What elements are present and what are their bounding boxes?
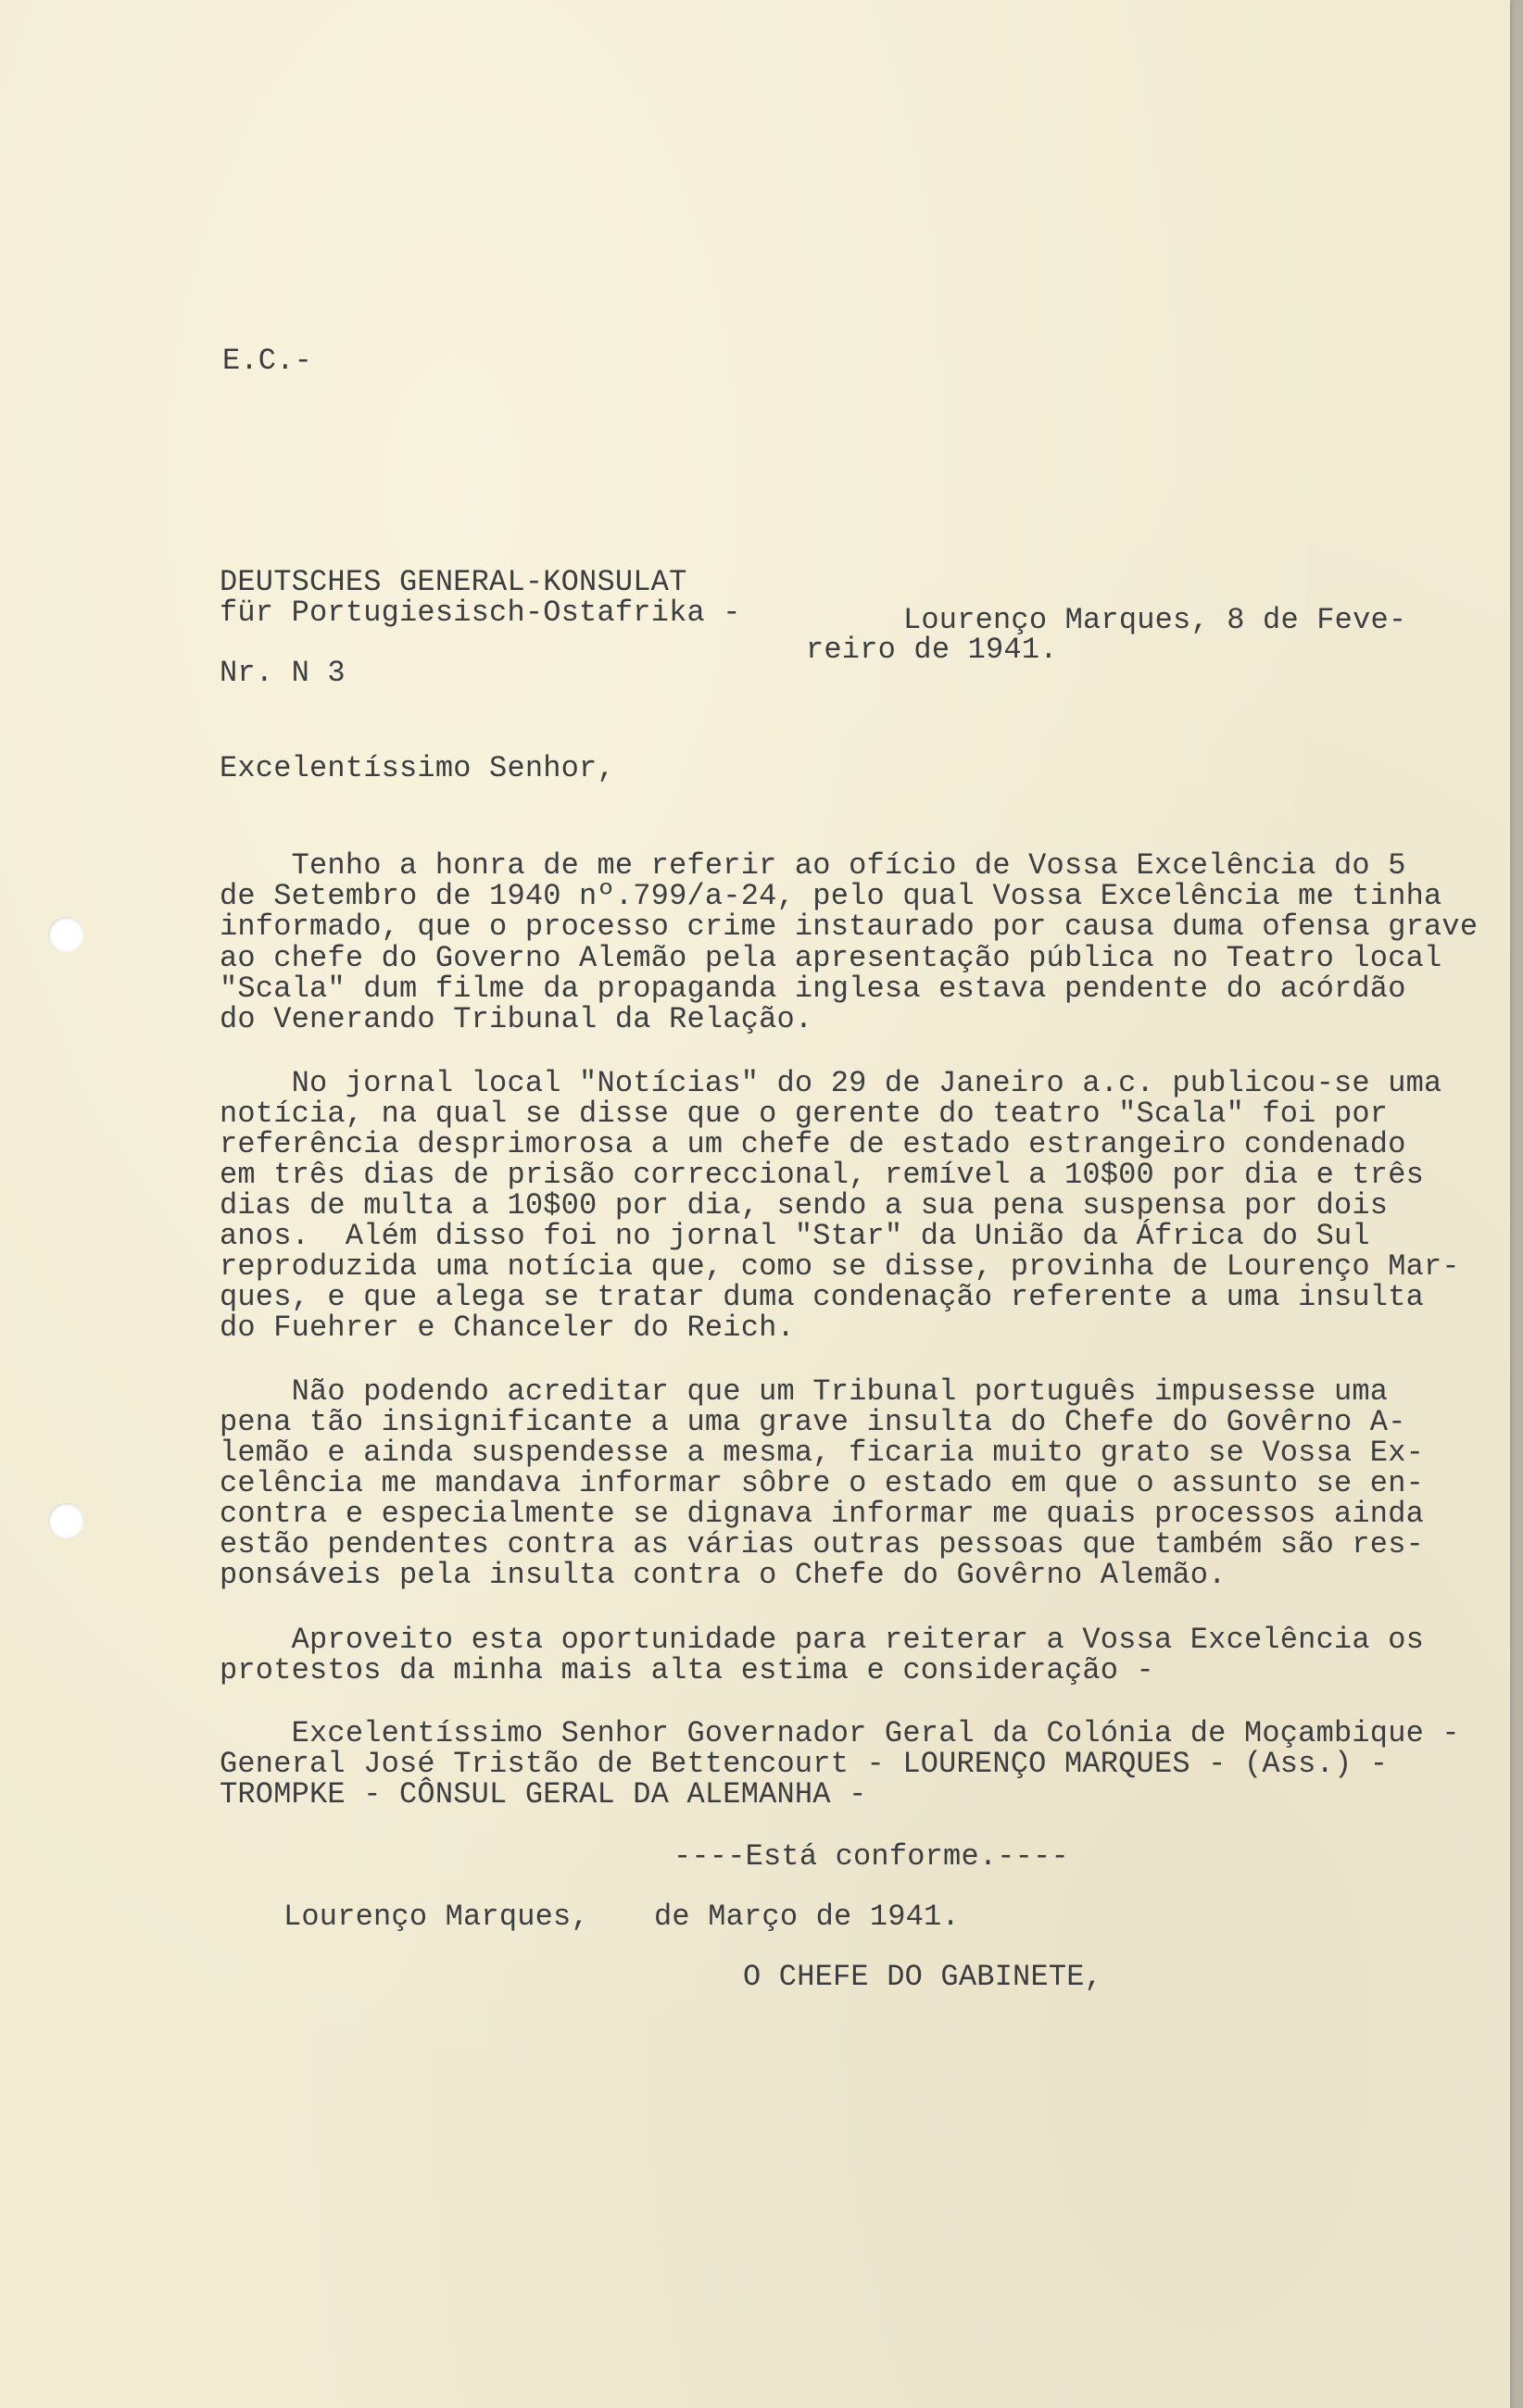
paragraph-line: Tenho a honra de me referir ao ofício de Vossa Excelência do 5	[220, 848, 1406, 883]
paragraph-line: celência me mandava informar sôbre o estado em que o assunto se en-	[220, 1466, 1425, 1500]
paragraph-line: ponsáveis pela insulta contra o Chefe do Govêrno Alemão.	[220, 1558, 1227, 1592]
date-line-1: Lourenço Marques, 8 de Feve-	[903, 603, 1407, 637]
paragraph-line: pena tão insignificante a uma grave insulta do Chefe do Govêrno A-	[220, 1405, 1406, 1439]
paragraph-line: de Setembro de 1940 nº.799/a-24, pelo qual Vossa Excelência me tinha	[220, 879, 1442, 913]
paragraph-line: dias de multa a 10$00 por dia, sendo a sua pena suspensa por dois	[220, 1188, 1389, 1223]
sender-name: DEUTSCHES GENERAL-KONSULAT	[220, 565, 687, 599]
paragraph-line: Aproveito esta oportunidade para reiterar a Vossa Excelência os	[220, 1623, 1425, 1657]
punch-hole-bottom	[48, 1503, 83, 1538]
paragraph-line: "Scala" dum filme da propaganda inglesa estava pendente do acórdão	[220, 972, 1406, 1006]
date-line-2: reiro de 1941.	[806, 633, 1058, 667]
paragraph-line: contra e especialmente se dignava informar me quais processos ainda	[220, 1497, 1425, 1531]
closing-place: Lourenço Marques,	[283, 1900, 589, 1934]
reference-code: E.C.-	[222, 344, 313, 378]
paragraph-line: reproduzida uma notícia que, como se disse, provinha de Lourenço Mar-	[220, 1249, 1460, 1284]
paragraph-line: No jornal local "Notícias" do 29 de Janeiro a.c. publicou-se uma	[220, 1066, 1442, 1100]
sender-jurisdiction: für Portugiesisch-Ostafrika -	[220, 596, 741, 630]
paragraph-line: ques, e que alega se tratar duma condenação referente a uma insulta	[220, 1280, 1425, 1314]
paragraph-line: notícia, na qual se disse que o gerente do teatro "Scala" foi por	[220, 1097, 1389, 1131]
address-line: Excelentíssimo Senhor Governador Geral da Colónia de Moçambique -	[220, 1716, 1460, 1750]
conformity-note: ----Está conforme.----	[673, 1839, 1069, 1874]
paragraph-line: lemão e ainda suspendesse a mesma, ficaria muito grato se Vossa Ex-	[220, 1436, 1425, 1470]
paragraph-line: do Fuehrer e Chanceler do Reich.	[220, 1311, 795, 1345]
paragraph-line: protestos da minha mais alta estima e consideração -	[220, 1653, 1154, 1687]
paragraph-line: Não podendo acreditar que um Tribunal português impusesse uma	[220, 1374, 1389, 1409]
address-line: TROMPKE - CÔNSUL GERAL DA ALEMANHA -	[220, 1777, 867, 1812]
paragraph-line: do Venerando Tribunal da Relação.	[220, 1002, 813, 1036]
closing-date: de Março de 1941.	[654, 1900, 960, 1934]
signature-title: O CHEFE DO GABINETE,	[743, 1960, 1103, 1994]
address-line: General José Tristão de Bettencourt - LOURENÇO MARQUES - (Ass.) -	[220, 1747, 1389, 1781]
salutation: Excelentíssimo Senhor,	[220, 751, 615, 785]
paragraph-line: ao chefe do Governo Alemão pela apresentação pública no Teatro local	[220, 941, 1442, 975]
paragraph-line: anos. Além disso foi no jornal "Star" da União da África do Sul	[220, 1219, 1370, 1253]
paragraph-line: informado, que o processo crime instaurado por causa duma ofensa grave	[220, 909, 1479, 944]
punch-hole-top	[48, 917, 83, 952]
paragraph-line: em três dias de prisão correccional, remível a 10$00 por dia e três	[220, 1158, 1425, 1192]
paragraph-line: referência desprimorosa a um chefe de estado estrangeiro condenado	[220, 1127, 1406, 1161]
paragraph-line: estão pendentes contra as várias outras pessoas que também são res-	[220, 1527, 1425, 1561]
document-number: Nr. N 3	[220, 656, 346, 690]
